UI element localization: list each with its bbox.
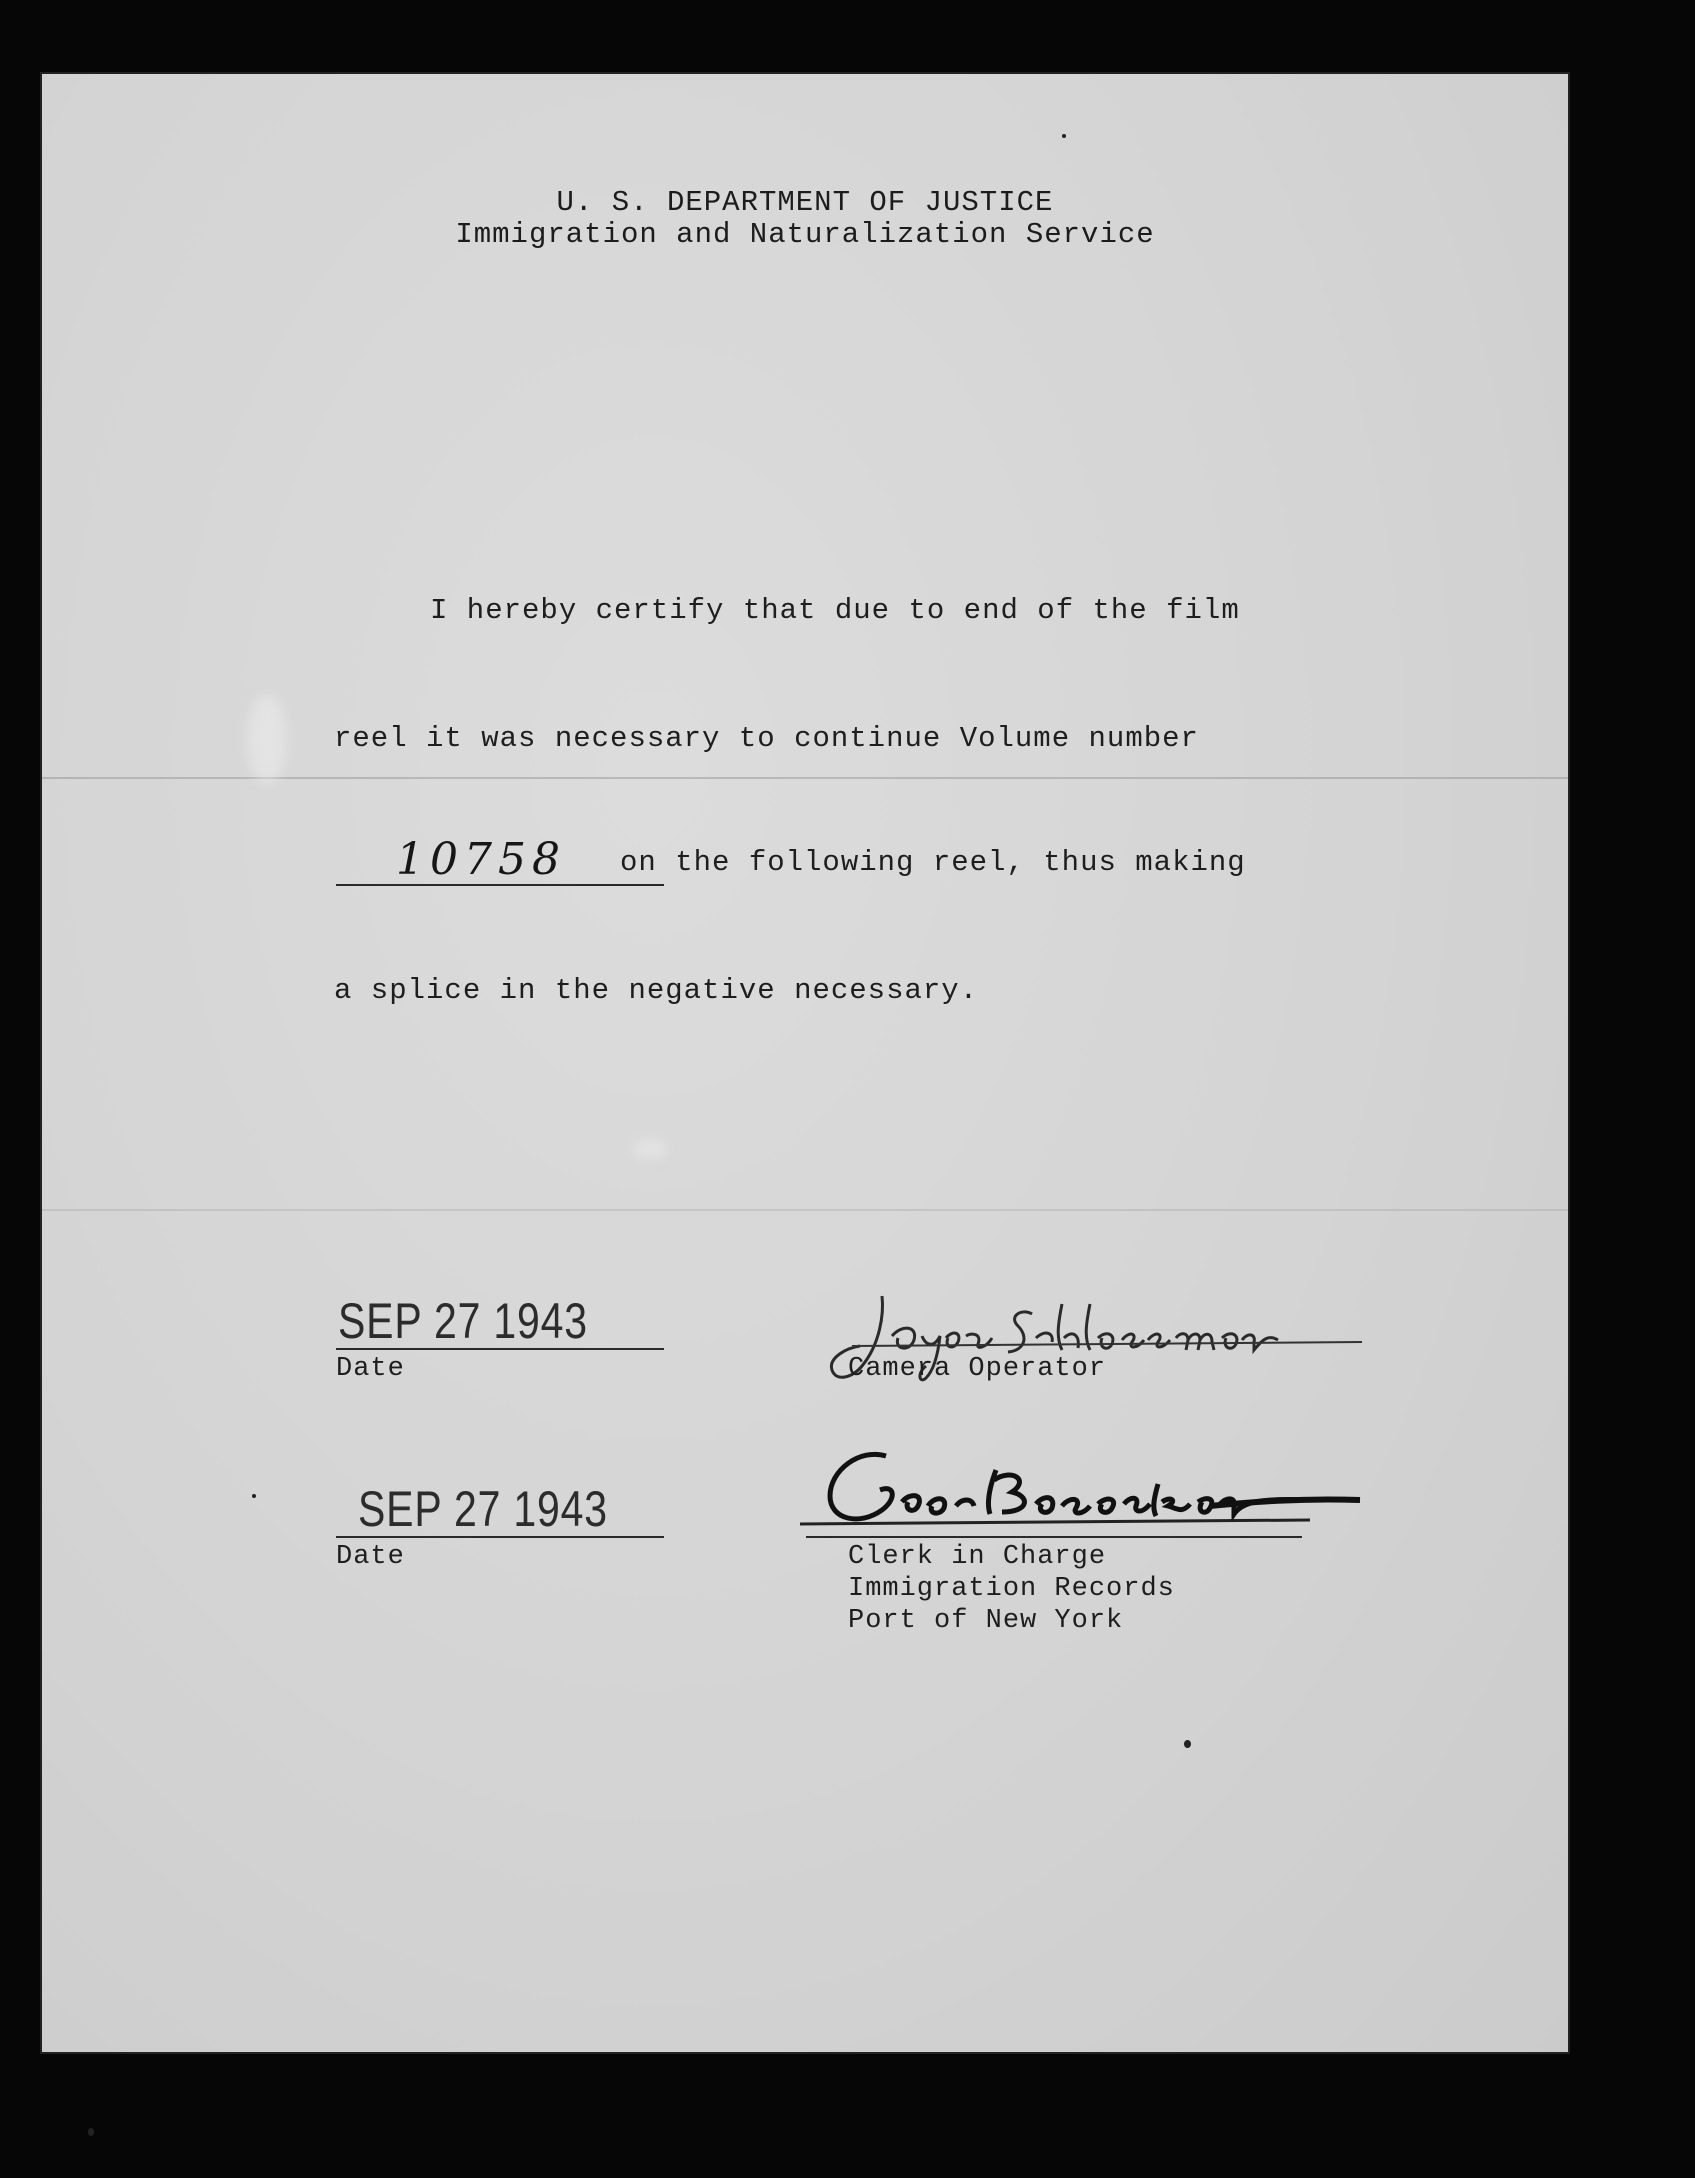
certify-line-3: on the following reel, thus making xyxy=(620,846,1246,879)
clerk-title-line-3: Port of New York xyxy=(848,1606,1124,1636)
document-page xyxy=(42,74,1568,2052)
service-heading: Immigration and Naturalization Service xyxy=(455,218,1155,251)
smudge xyxy=(632,1140,668,1158)
clerk-title-line-1: Clerk in Charge xyxy=(848,1542,1107,1572)
department-heading: U. S. DEPARTMENT OF JUSTICE xyxy=(556,186,1054,219)
smudge xyxy=(247,694,287,784)
date-underline xyxy=(336,1348,664,1350)
clerk-title-line-2: Immigration Records xyxy=(848,1574,1175,1604)
volume-number-field xyxy=(336,832,664,886)
date-stamp-text: SEP 27 1943 xyxy=(338,1293,588,1349)
dust-speck xyxy=(252,1494,256,1498)
date-label-clerk: Date xyxy=(336,1542,405,1572)
date-underline xyxy=(336,1536,664,1538)
camera-operator-title: Camera Operator xyxy=(848,1354,1107,1384)
volume-number: 10758 xyxy=(396,834,566,885)
dust-speck xyxy=(1184,1740,1191,1748)
dust-speck xyxy=(1062,134,1066,138)
dust-speck xyxy=(88,2128,94,2136)
date-stamp-text: SEP 27 1943 xyxy=(358,1481,608,1537)
date-stamp-clerk xyxy=(358,1480,608,1538)
clerk-signature xyxy=(790,1440,1370,1550)
clerk-signature-line xyxy=(806,1536,1302,1538)
certify-line-4: a splice in the negative necessary. xyxy=(334,974,979,1007)
certify-line-2: reel it was necessary to continue Volume number xyxy=(334,722,1199,755)
certify-line-1: I hereby certify that due to end of the film xyxy=(430,594,1240,627)
date-label-camera: Date xyxy=(336,1354,405,1384)
fold-line xyxy=(42,1209,1568,1211)
date-stamp-camera xyxy=(338,1292,588,1350)
